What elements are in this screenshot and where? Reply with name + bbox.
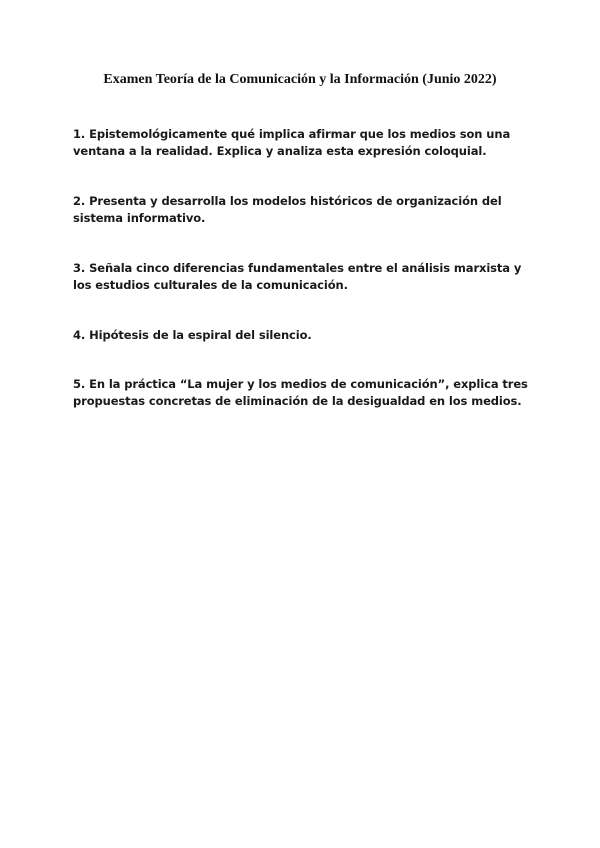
question-4: 4. Hipótesis de la espiral del silencio. xyxy=(73,328,312,342)
question-2: 2. Presenta y desarrolla los modelos históricos de organización del sistema informativo. xyxy=(73,194,502,225)
exam-title: Examen Teoría de la Comunicación y la Información (Junio 2022) xyxy=(103,72,497,87)
question-5: 5. En la práctica “La mujer y los medios de comunicación”, explica tres propuestas concretas de eliminación de la desigualdad en los medios. xyxy=(73,377,528,408)
question-3: 3. Señala cinco diferencias fundamentales entre el análisis marxista y los estudios culturales de la comunicación. xyxy=(73,261,522,292)
question-1: 1. Epistemológicamente qué implica afirmar que los medios son una ventana a la realidad. Explica y analiza esta expresión coloquial. xyxy=(73,127,511,158)
